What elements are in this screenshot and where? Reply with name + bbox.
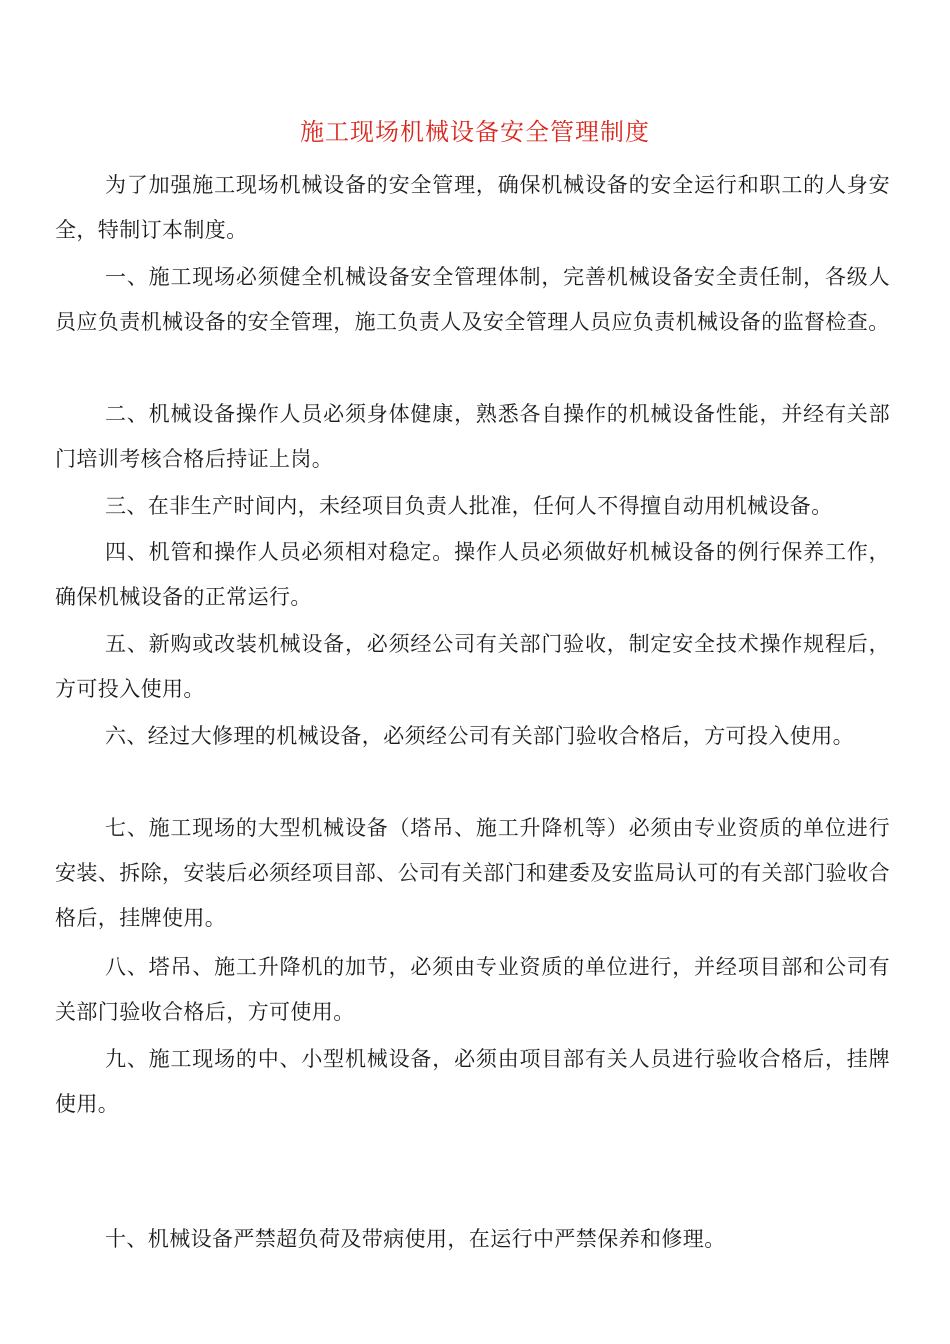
clause-3-paragraph: 三、在非生产时间内，未经项目负责人批准，任何人不得擅自动用机械设备。 [105, 494, 833, 518]
clause-9-paragraph: 九、施工现场的中、小型机械设备，必须由项目部有关人员进行验收合格后，挂牌使用。 [55, 1047, 890, 1116]
document-title: 施工现场机械设备安全管理制度 [300, 118, 650, 146]
clause-7-paragraph: 七、施工现场的大型机械设备（塔吊、施工升降机等）必须由专业资质的单位进行安装、拆除，安装后必须经项目部、公司有关部门和建委及安监局认可的有关部门验收合格后，挂牌使用。 [55, 816, 890, 930]
clause-8-paragraph: 八、塔吊、施工升降机的加节，必须由专业资质的单位进行，并经项目部和公司有关部门验收合格后，方可使用。 [55, 955, 890, 1024]
clause-1-paragraph: 一、施工现场必须健全机械设备安全管理体制，完善机械设备安全责任制，各级人员应负责机械设备的安全管理，施工负责人及安全管理人员应负责机械设备的监督检查。 [55, 265, 890, 334]
clause-4-paragraph: 四、机管和操作人员必须相对稳定。操作人员必须做好机械设备的例行保养工作，确保机械设备的正常运行。 [55, 540, 890, 609]
intro-paragraph: 为了加强施工现场机械设备的安全管理，确保机械设备的安全运行和职工的人身安全，特制订本制度。 [55, 173, 890, 242]
clause-10-paragraph: 十、机械设备严禁超负荷及带病使用，在运行中严禁保养和修理。 [105, 1227, 726, 1251]
clause-5-paragraph: 五、新购或改装机械设备，必须经公司有关部门验收，制定安全技术操作规程后，方可投入使用。 [55, 632, 890, 701]
clause-2-paragraph: 二、机械设备操作人员必须身体健康，熟悉各自操作的机械设备性能，并经有关部门培训考核合格后持证上岗。 [55, 402, 890, 471]
clause-6-paragraph: 六、经过大修理的机械设备，必须经公司有关部门验收合格后，方可投入使用。 [105, 724, 854, 748]
